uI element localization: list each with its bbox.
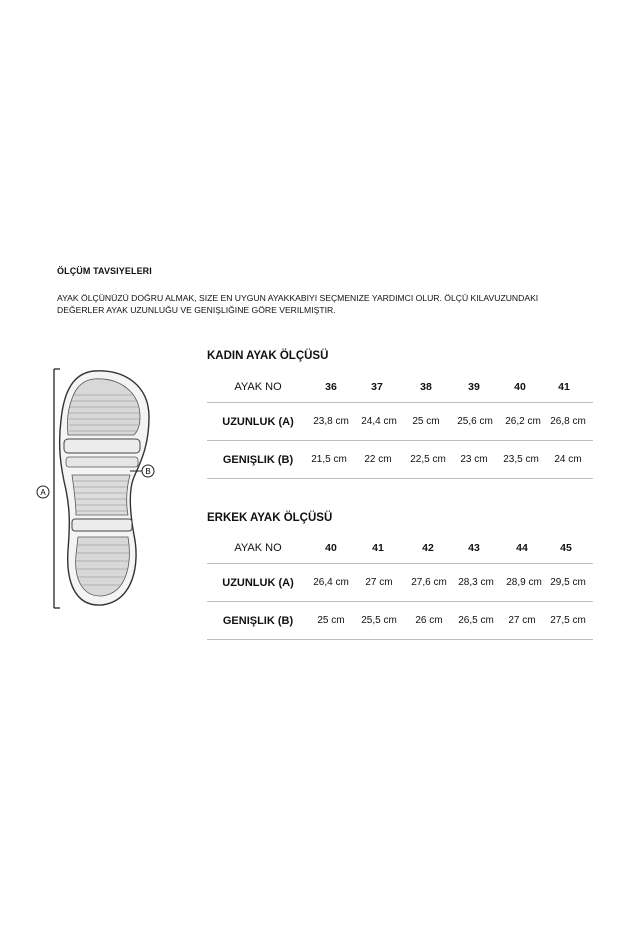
size-cell: 41 (558, 381, 570, 393)
size-cell: 37 (371, 381, 383, 393)
label-b: B (145, 467, 151, 476)
table-row (207, 564, 593, 602)
men-size-table (207, 533, 593, 640)
size-cell: 42 (422, 542, 434, 554)
length-cell: 26,4 cm (313, 577, 349, 588)
width-label: GENIŞLIK (B) (222, 615, 294, 627)
width-cell: 26,5 cm (458, 615, 494, 626)
table-row (207, 602, 593, 640)
table-row (207, 372, 593, 403)
length-cell: 25,6 cm (457, 416, 493, 427)
guide-heading: ÖLÇÜM TAVSIYELERI (57, 266, 152, 276)
width-cell: 25 cm (317, 615, 345, 626)
size-label: AYAK NO (234, 381, 282, 393)
size-cell: 41 (372, 542, 384, 554)
width-label: GENIŞLIK (B) (222, 454, 294, 466)
label-a: A (40, 488, 46, 497)
table-row (207, 403, 593, 441)
size-cell: 44 (516, 542, 528, 554)
width-cell: 26 cm (415, 615, 443, 626)
width-cell: 21,5 cm (311, 454, 347, 465)
women-table-title: KADIN AYAK ÖLÇÜSÜ (207, 350, 329, 362)
width-cell: 23 cm (460, 454, 488, 465)
width-cell: 27 cm (508, 615, 536, 626)
length-cell: 23,8 cm (313, 416, 349, 427)
length-cell: 26,8 cm (550, 416, 586, 427)
width-cell: 25,5 cm (361, 615, 397, 626)
table-row (207, 441, 593, 479)
length-cell: 28,9 cm (506, 577, 542, 588)
width-cell: 22,5 cm (410, 454, 446, 465)
width-cell: 24 cm (554, 454, 582, 465)
length-cell: 27,6 cm (411, 577, 447, 588)
size-cell: 45 (560, 542, 572, 554)
length-cell: 29,5 cm (550, 577, 586, 588)
table-row (207, 533, 593, 564)
length-bracket-a (37, 369, 60, 608)
men-table-title: ERKEK AYAK ÖLÇÜSÜ (207, 512, 333, 524)
length-cell: 28,3 cm (458, 577, 494, 588)
size-cell: 38 (420, 381, 432, 393)
size-cell: 40 (514, 381, 526, 393)
length-label: UZUNLUK (A) (222, 577, 294, 589)
size-label: AYAK NO (234, 542, 282, 554)
description-line-2: DEĞERLER AYAK UZUNLUĞU VE GENIŞLIĞINE GÖRE VERILMIŞTIR. (57, 304, 336, 315)
width-cell: 27,5 cm (550, 615, 586, 626)
size-cell: 39 (468, 381, 480, 393)
women-size-table (207, 372, 593, 479)
length-cell: 25 cm (412, 416, 440, 427)
length-cell: 24,4 cm (361, 416, 397, 427)
guide-description (57, 293, 597, 316)
length-cell: 27 cm (365, 577, 393, 588)
length-label: UZUNLUK (A) (222, 416, 294, 428)
width-cell: 23,5 cm (503, 454, 539, 465)
size-cell: 36 (325, 381, 337, 393)
length-cell: 26,2 cm (505, 416, 541, 427)
size-cell: 40 (325, 542, 337, 554)
size-cell: 43 (468, 542, 480, 554)
description-line-1: AYAK ÖLÇÜNÜZÜ DOĞRU ALMAK, SIZE EN UYGUN AYAKKABIYI SEÇMENIZE YARDIMCI OLUR. ÖLÇÜ KILAVUZUNDAKI (57, 293, 539, 303)
width-cell: 22 cm (364, 454, 392, 465)
shoe-sole-diagram (34, 365, 164, 615)
